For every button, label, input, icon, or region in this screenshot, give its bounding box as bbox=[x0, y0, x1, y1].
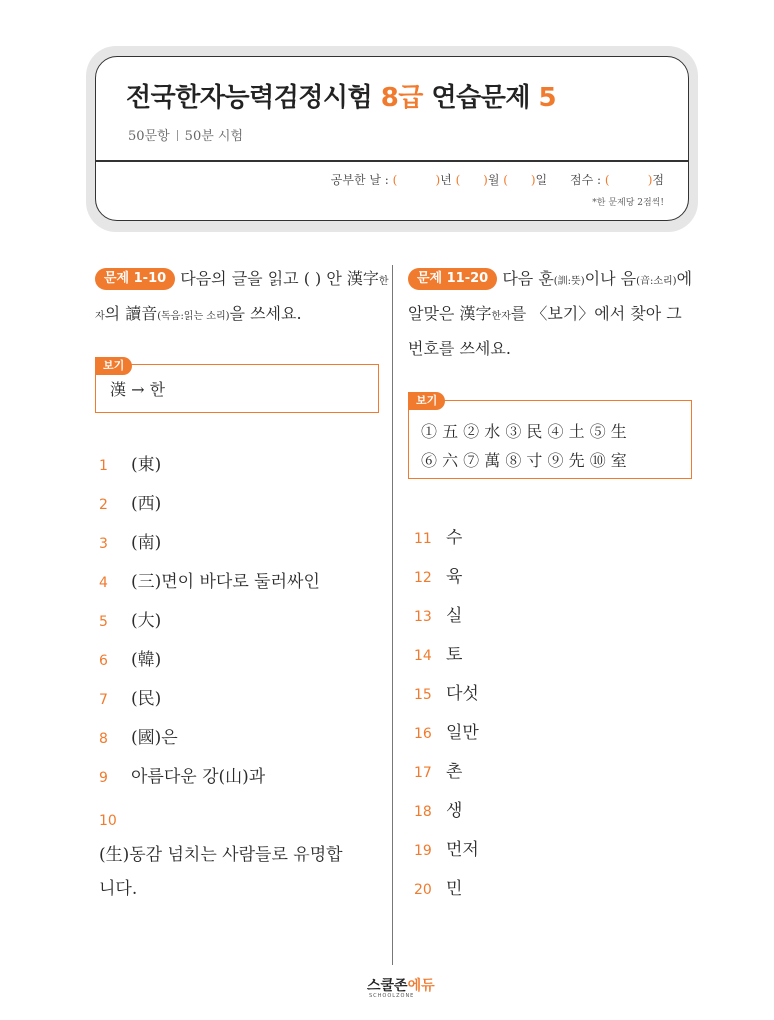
list-item: 10(生)동감 넘치는 사람들로 유명합니다. bbox=[99, 813, 343, 899]
list-item: 15 다섯 bbox=[414, 684, 479, 704]
header-box bbox=[95, 56, 689, 221]
example-text: 漢 → 한 bbox=[110, 380, 166, 399]
header-divider bbox=[96, 160, 688, 162]
question-count: 50문항 bbox=[128, 129, 170, 144]
list-item: 12 육 bbox=[414, 567, 463, 587]
exam-info bbox=[128, 125, 243, 144]
exam-time: 50분 시험 bbox=[184, 129, 244, 144]
section-badge-11-20: 문제 11-20 bbox=[408, 268, 497, 290]
list-item: 11 수 bbox=[414, 528, 463, 548]
title-grade: 8급 bbox=[380, 83, 423, 113]
instruction-11-20: 문제 11-20 다음 훈(訓:뜻)이나 음(音:소리)에 알맞은 漢字한자를 〈보기〉에서 찾아 그 번호를 쓰세요. bbox=[408, 269, 693, 358]
list-item: 4 (三)면이 바다로 둘러싸인 bbox=[99, 572, 320, 592]
list-item: 20 민 bbox=[414, 879, 463, 899]
list-item: 8 (國)은 bbox=[99, 728, 178, 748]
list-item: 13 실 bbox=[414, 606, 463, 626]
column-divider bbox=[392, 265, 393, 965]
choice-line-1: ① 五 ② 水 ③ 民 ④ 土 ⑤ 生 bbox=[421, 422, 627, 441]
page-title: 전국한자능력검정시험 8급 연습문제 5 bbox=[126, 83, 557, 113]
example-label-left: 보기 bbox=[95, 357, 132, 375]
choice-list bbox=[421, 417, 627, 475]
section-badge-1-10: 문제 1-10 bbox=[95, 268, 175, 290]
list-item: 5 (大) bbox=[99, 611, 162, 631]
list-item: 19 먼저 bbox=[414, 840, 479, 860]
example-box-left bbox=[95, 364, 379, 413]
list-item: 18 생 bbox=[414, 801, 463, 821]
list-item: 3 (南) bbox=[99, 533, 162, 553]
question-list-11-20 bbox=[414, 525, 479, 915]
list-item: 6 (韓) bbox=[99, 650, 162, 670]
list-item: 14 토 bbox=[414, 645, 463, 665]
study-date-score-line: 공부한 날 : ( )년 ( )월 ( )일 점수 : ( )점 bbox=[330, 173, 664, 187]
example-label-right: 보기 bbox=[408, 392, 445, 410]
list-item: 7 (民) bbox=[99, 689, 162, 709]
example-box-right bbox=[408, 400, 692, 479]
list-item: 9 아름다운 강(山)과 bbox=[99, 767, 266, 787]
list-item: 16 일만 bbox=[414, 723, 479, 743]
publisher-logo: 스쿨존에듀 bbox=[367, 978, 435, 994]
instruction-1-10: 문제 1-10 다음의 글을 읽고 ( ) 안 漢字한자의 讀音(독음:읽는 소리)을 쓰세요. bbox=[95, 269, 389, 323]
list-item: 1 (東) bbox=[99, 455, 162, 475]
list-item: 17 촌 bbox=[414, 762, 463, 782]
scoring-note: *한 문제당 2점씩! bbox=[592, 198, 664, 208]
question-list-1-10 bbox=[99, 452, 354, 906]
publisher-logo-subtext: SCHOOLZONE bbox=[369, 993, 415, 999]
choice-line-2: ⑥ 六 ⑦ 萬 ⑧ 寸 ⑨ 先 ⑩ 室 bbox=[421, 451, 627, 470]
list-item: 2 (西) bbox=[99, 494, 162, 514]
title-number: 5 bbox=[538, 83, 557, 113]
